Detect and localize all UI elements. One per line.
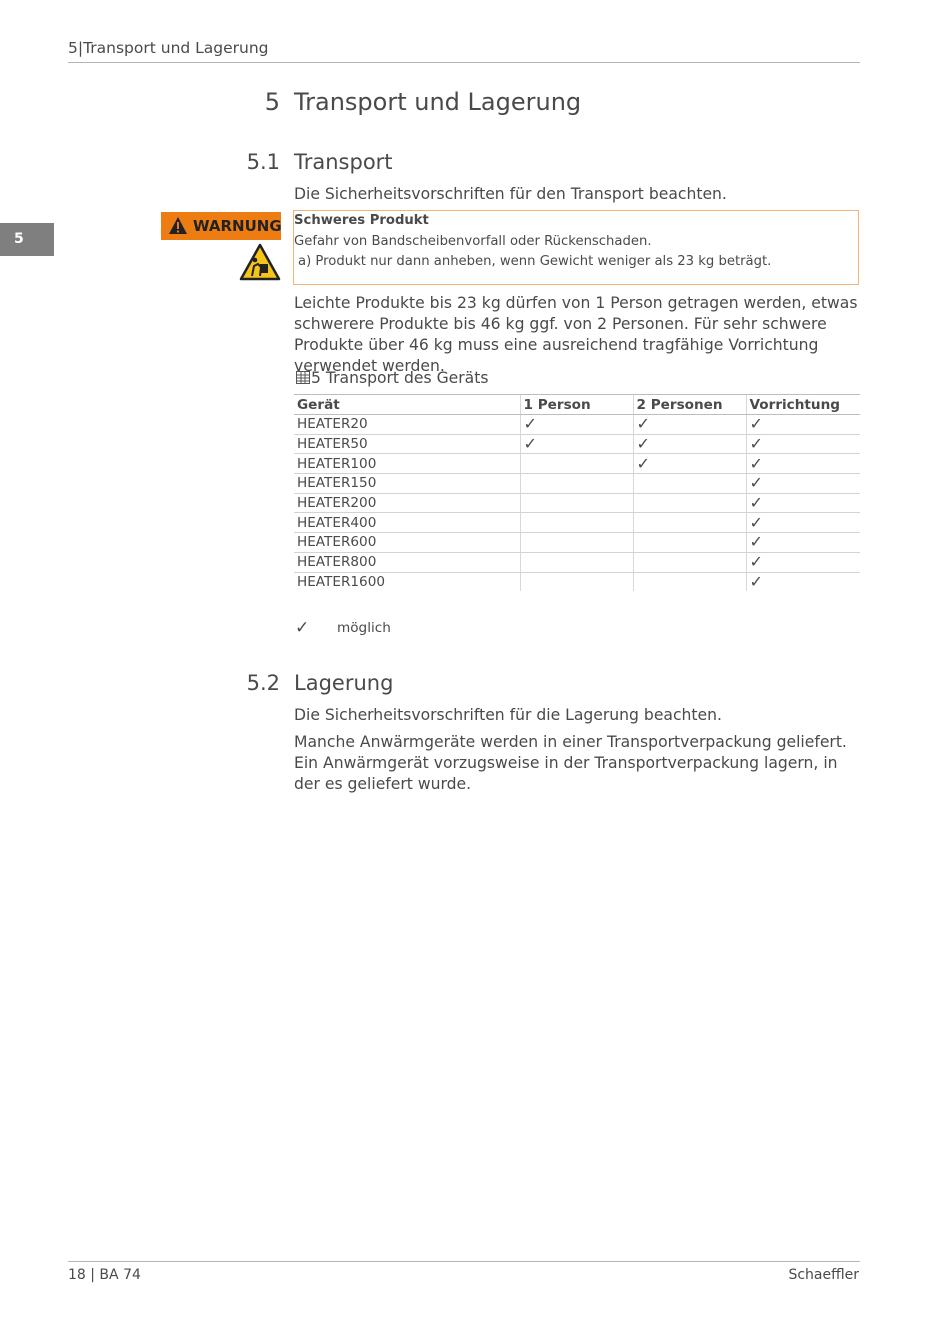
check-cell xyxy=(520,454,633,474)
section-number: 5.2 xyxy=(246,671,280,695)
device-name-cell: HEATER20 xyxy=(294,415,520,435)
footer-divider xyxy=(68,1261,860,1262)
legend-checkmark: ✓ xyxy=(295,618,310,638)
lifting-hazard-icon xyxy=(239,243,281,281)
check-cell: ✓ xyxy=(633,434,746,454)
chapter-title: Transport und Lagerung xyxy=(294,88,582,116)
device-name-cell: HEATER50 xyxy=(294,434,520,454)
transport-paragraph: Leichte Produkte bis 23 kg dürfen von 1 Person getragen werden, etwas schwerere Produkte bis 46 kg ggf. von 2 Personen. Für sehr schwere Produkte über 46 kg muss eine ausreichend tragfähige Vorrichtung verwendet werden. xyxy=(294,294,858,375)
device-name-cell: HEATER600 xyxy=(294,533,520,553)
table-icon xyxy=(296,371,310,384)
check-cell: ✓ xyxy=(746,552,860,572)
table-header-row xyxy=(294,395,860,415)
device-name-cell: HEATER150 xyxy=(294,474,520,494)
check-cell: ✓ xyxy=(746,513,860,533)
table-row xyxy=(294,493,860,513)
check-cell: ✓ xyxy=(746,474,860,494)
check-cell xyxy=(520,533,633,553)
check-cell: ✓ xyxy=(746,533,860,553)
section-number: 5.1 xyxy=(246,150,280,174)
warning-triangle-icon xyxy=(168,216,188,235)
warning-label xyxy=(161,212,281,240)
chapter-number: 5 xyxy=(264,88,280,116)
check-cell: ✓ xyxy=(633,415,746,435)
device-name-cell: HEATER1600 xyxy=(297,573,385,590)
device-name-cell: HEATER100 xyxy=(294,454,520,474)
section-title: Transport xyxy=(294,150,393,174)
check-cell: ✓ xyxy=(746,454,860,474)
table-row xyxy=(294,454,860,474)
check-cell xyxy=(633,474,746,494)
warning-text: Gefahr von Bandscheibenvorfall oder Rückenschaden. xyxy=(294,234,652,249)
storage-intro: Die Sicherheitsvorschriften für die Lagerung beachten. xyxy=(294,706,722,724)
device-name-cell: HEATER400 xyxy=(294,513,520,533)
table-row xyxy=(294,415,860,435)
table-header: Gerät xyxy=(294,395,520,415)
transport-table xyxy=(294,394,860,591)
check-cell: ✓ xyxy=(746,415,860,435)
storage-paragraph: Manche Anwärmgeräte werden in einer Transportverpackung geliefert. Ein Anwärmgerät vorzugsweise in der Transportverpackung lagern, in der es geliefert wurde. xyxy=(294,733,847,793)
table-row xyxy=(294,552,860,572)
table-row xyxy=(294,513,860,533)
check-cell: ✓ xyxy=(520,415,633,435)
table-row xyxy=(294,434,860,454)
table-header: 2 Personen xyxy=(633,395,746,415)
check-cell xyxy=(520,513,633,533)
warning-title: Schweres Produkt xyxy=(294,213,429,228)
check-cell: ✓ xyxy=(520,434,633,454)
table-row xyxy=(294,533,860,553)
table-row xyxy=(294,474,860,494)
section-title: Lagerung xyxy=(294,671,394,695)
warning-step: a) Produkt nur dann anheben, wenn Gewicht weniger als 23 kg beträgt. xyxy=(298,254,772,269)
check-cell xyxy=(520,572,633,591)
check-cell xyxy=(633,552,746,572)
running-header: 5|Transport und Lagerung xyxy=(68,39,269,57)
check-cell xyxy=(633,513,746,533)
chapter-side-tab: 5 xyxy=(0,223,54,256)
check-cell xyxy=(520,474,633,494)
check-cell: ✓ xyxy=(746,572,860,591)
table-header: 1 Person xyxy=(520,395,633,415)
check-cell xyxy=(633,533,746,553)
legend-text: möglich xyxy=(337,620,391,636)
warning-label-text: WARNUNG xyxy=(193,217,282,235)
table-caption-text: 5 Transport des Geräts xyxy=(311,369,489,387)
header-divider xyxy=(68,62,860,63)
check-cell: ✓ xyxy=(746,434,860,454)
table-row xyxy=(294,572,860,591)
check-cell xyxy=(520,493,633,513)
footer-page-info: 18 | BA 74 xyxy=(68,1267,141,1283)
table-header: Vorrichtung xyxy=(746,395,860,415)
footer-brand: Schaeffler xyxy=(788,1267,859,1283)
section-intro: Die Sicherheitsvorschriften für den Transport beachten. xyxy=(294,185,727,203)
check-cell: ✓ xyxy=(633,454,746,474)
device-name-cell: HEATER800 xyxy=(294,552,520,572)
table-caption xyxy=(296,369,488,387)
check-cell: ✓ xyxy=(746,493,860,513)
check-cell xyxy=(633,493,746,513)
check-cell xyxy=(520,552,633,572)
device-name-cell: HEATER200 xyxy=(294,493,520,513)
check-cell xyxy=(633,572,746,591)
